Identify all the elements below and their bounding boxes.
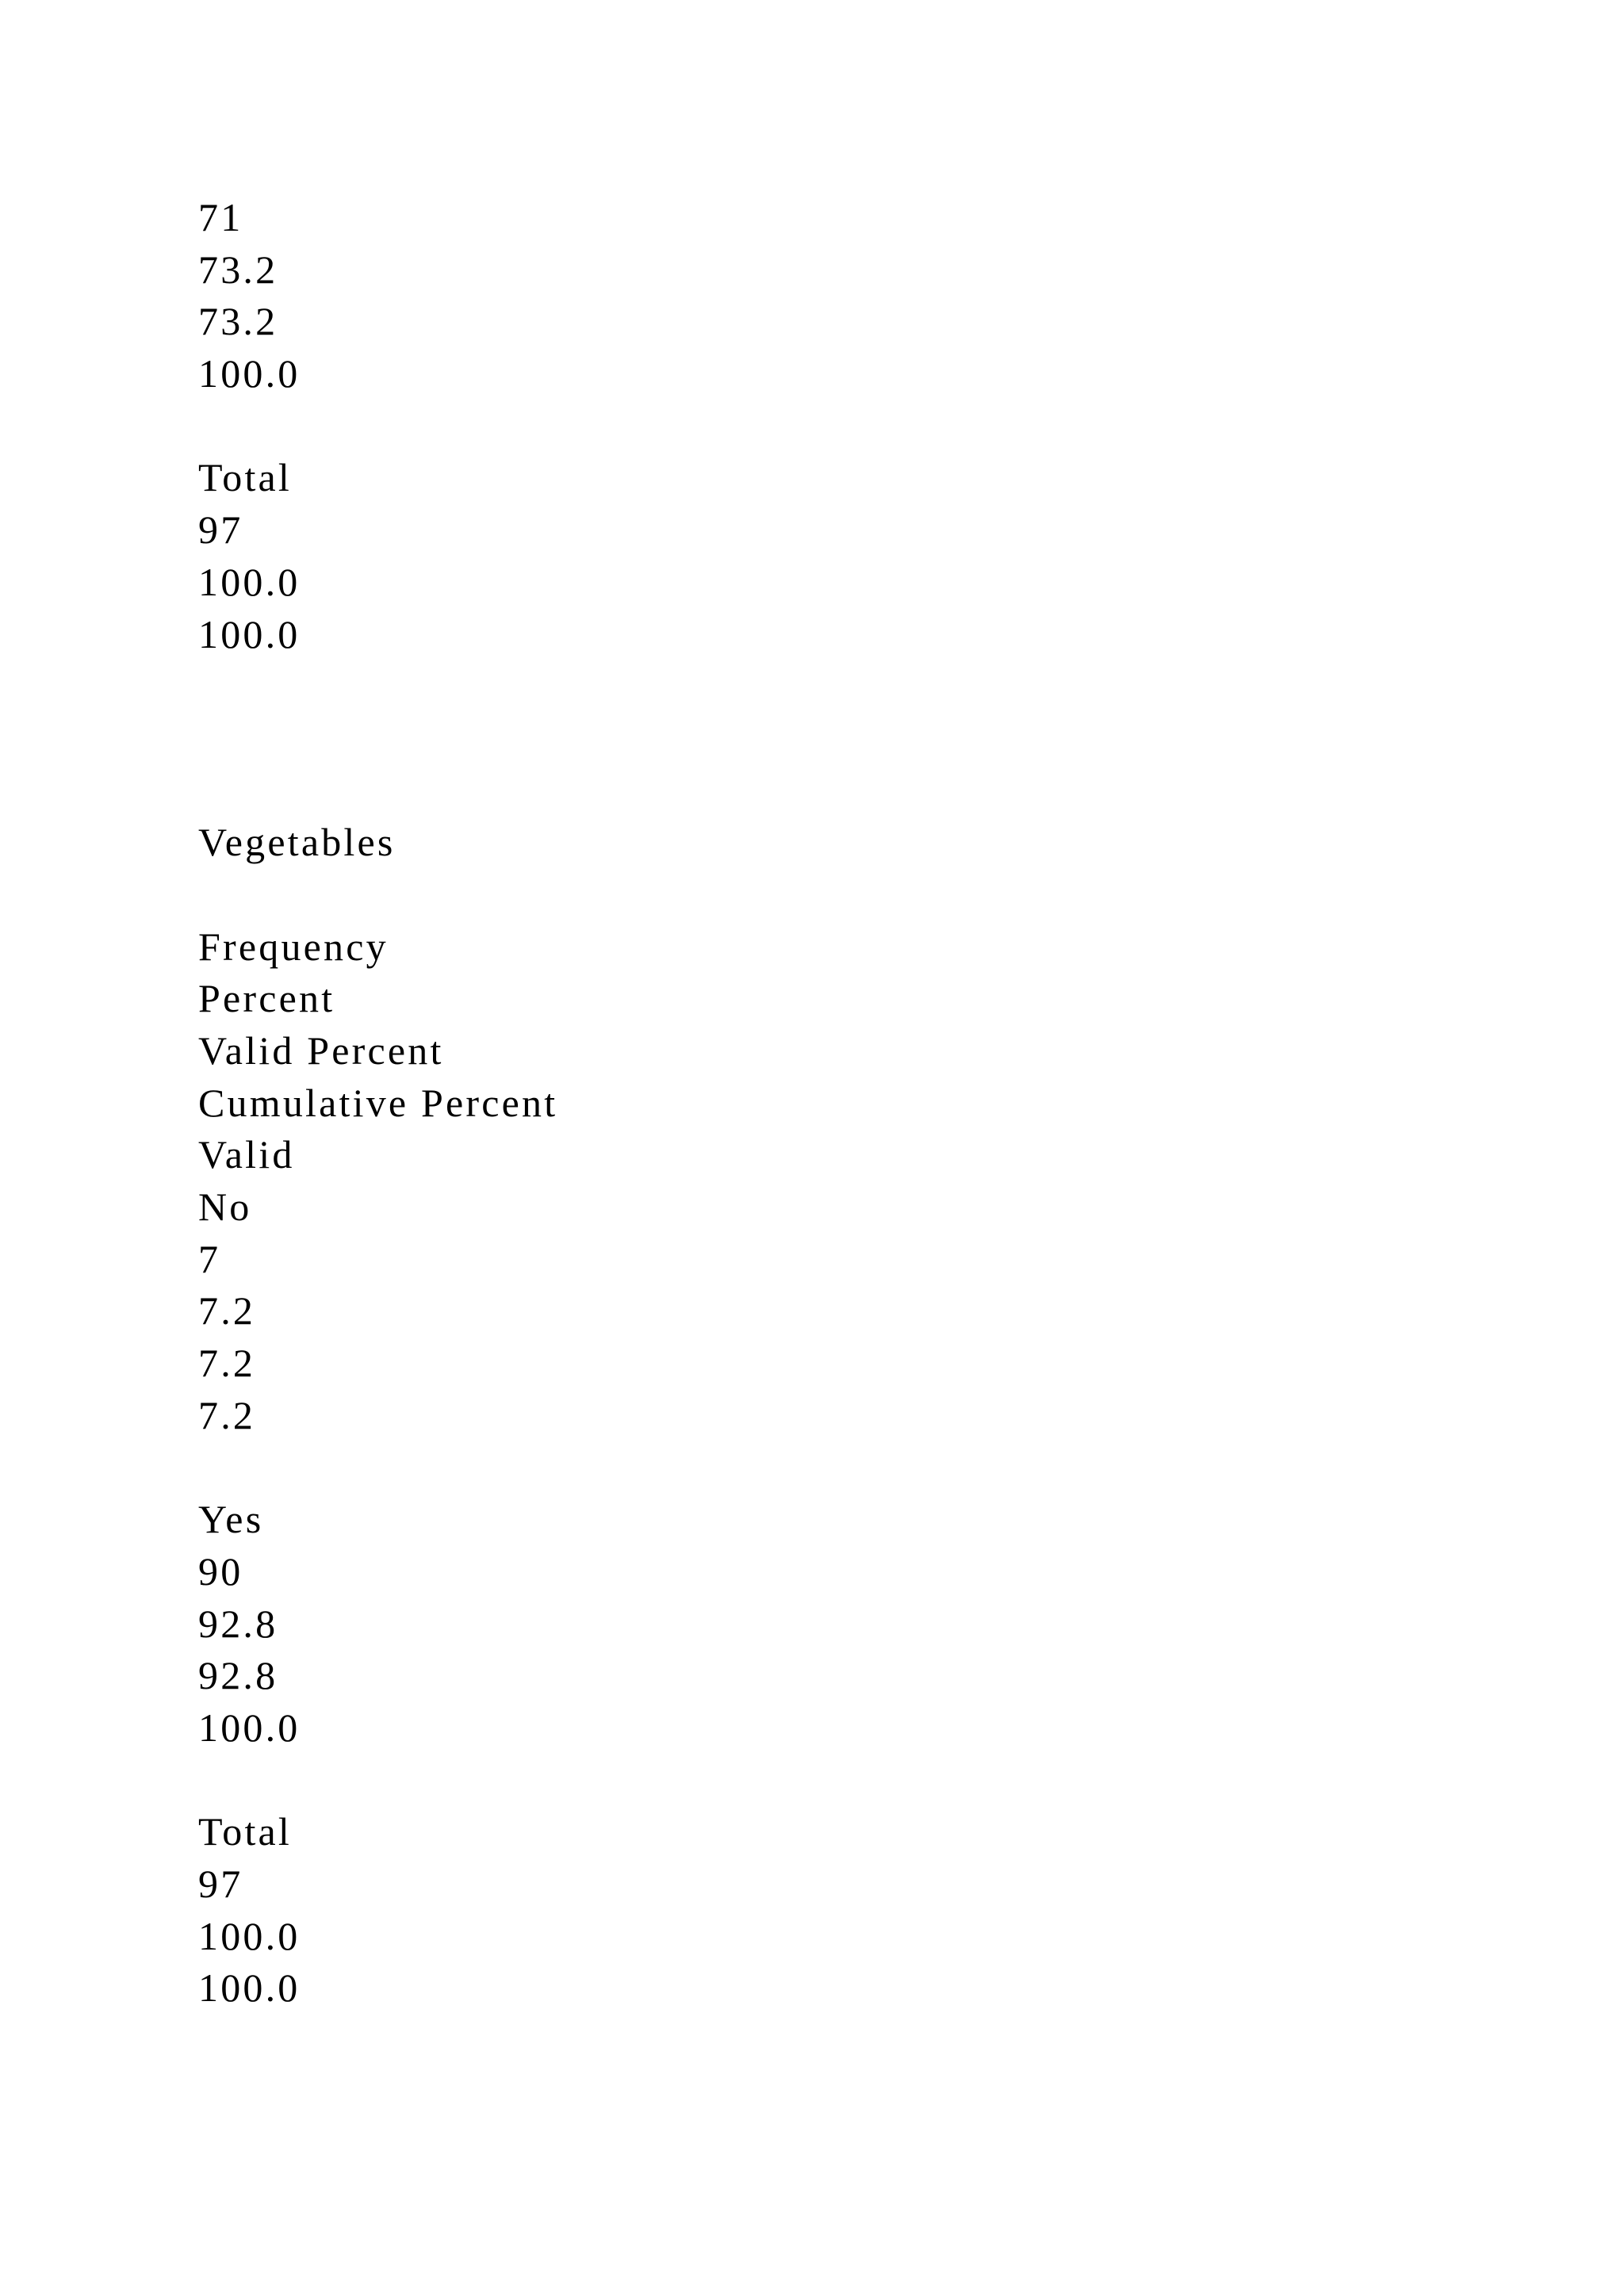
header-valid-percent: Valid Percent: [198, 1028, 444, 1073]
header-percent: Percent: [198, 976, 335, 1021]
prev-row-percent: 73.2: [198, 247, 278, 292]
spacer: [198, 869, 1467, 921]
prev-total-percent: 100.0: [198, 559, 301, 604]
table-title: Vegetables: [198, 820, 396, 865]
prev-total-valid-percent: 100.0: [198, 611, 301, 656]
row-label: Yes: [198, 1497, 264, 1542]
total-percent: 100.0: [198, 1913, 301, 1958]
row-label: No: [198, 1184, 252, 1230]
row-percent: 7.2: [198, 1288, 256, 1334]
prev-row-valid-percent: 73.2: [198, 299, 278, 344]
row-cumulative-percent: 100.0: [198, 1705, 301, 1750]
prev-total-frequency: 97: [198, 507, 243, 553]
spacer: [198, 1442, 1467, 1494]
row-percent: 92.8: [198, 1601, 278, 1646]
group-label: Valid: [198, 1132, 295, 1177]
header-cumulative-percent: Cumulative Percent: [198, 1080, 558, 1125]
row-valid-percent: 92.8: [198, 1653, 278, 1698]
table-row: [198, 1494, 1467, 1754]
previous-table-fragment: [198, 192, 1467, 660]
row-valid-percent: 7.2: [198, 1341, 256, 1386]
header-frequency: Frequency: [198, 924, 389, 969]
prev-total-label: Total: [198, 455, 293, 500]
spacer: [198, 400, 1467, 453]
row-frequency: 7: [198, 1236, 221, 1281]
row-frequency: 90: [198, 1548, 243, 1594]
spacer: [198, 1755, 1467, 1807]
vegetables-table: [198, 817, 1467, 2015]
prev-row-frequency: 71: [198, 195, 243, 239]
total-label: Total: [198, 1809, 293, 1854]
spacer: [198, 660, 1467, 817]
row-cumulative-percent: 7.2: [198, 1392, 256, 1437]
total-frequency: 97: [198, 1862, 243, 1907]
table-row: [198, 1181, 1467, 1441]
document-text: [198, 192, 1467, 2015]
total-valid-percent: 100.0: [198, 1965, 301, 2011]
total-row: [198, 1806, 1467, 2015]
prev-row-cumulative-percent: 100.0: [198, 351, 301, 396]
